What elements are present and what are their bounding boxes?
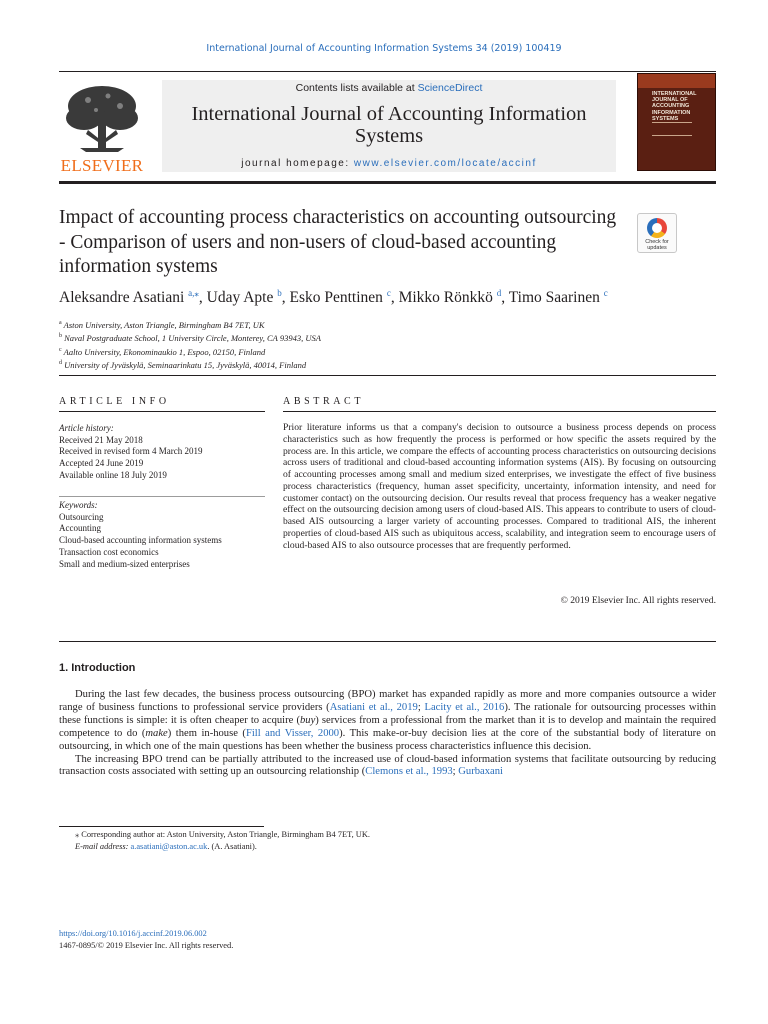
abstract-heading: ABSTRACT bbox=[283, 396, 365, 407]
author-affiliation-mark[interactable]: c bbox=[386, 288, 391, 298]
intro-paragraph-2: The increasing BPO trend can be partially attributed to the increased use of cloud-based information systems that facilitate outsourcing by reducing transaction costs associated with setting up an outsourcing relationship (Clemons et al., 1993; Gurbaxani bbox=[59, 753, 716, 778]
author-affiliation-mark[interactable]: b bbox=[277, 288, 282, 298]
affiliation-item: $^d$ University of Jyväskylä, Seminaarinkatu 15, Jyväskylä, 40014, Finland bbox=[59, 359, 307, 370]
keywords bbox=[59, 500, 265, 570]
intro-paragraph-1: During the last few decades, the business process outsourcing (BPO) market has expanded rapidly as more and more companies outsource a wider range of business functions to professional service providers (Asatiani et al., 2019; Lacity et al., 2016). The rationale for outsourcing processes within these functions is simple: it is often cheaper to acquire (buy) services from a professional from the market than it is to develop and maintain the required competence to do (make) them in-house (Fill and Visser, 2000). This make-or-buy decision lies at the core of the substantial body of literature on outsourcing, in which one of the main questions has been whether the business process characteristics influence this decision. bbox=[59, 689, 717, 752]
introduction-body bbox=[59, 689, 716, 779]
author-name[interactable]: Uday Apte bbox=[206, 289, 274, 307]
author-affiliation-mark[interactable]: a,⁎ bbox=[188, 288, 199, 298]
abstract-rule bbox=[283, 411, 716, 412]
email-note: E-mail address: a.asatiani@aston.ac.uk. (A. Asatiani). bbox=[75, 842, 257, 851]
history-item: Received 21 May 2018 bbox=[59, 434, 143, 445]
author-name[interactable]: Aleksandre Asatiani bbox=[59, 289, 185, 307]
citation-link[interactable]: Gurbaxani bbox=[458, 766, 503, 778]
issn-line: 1467-0895/© 2019 Elsevier Inc. All rights reserved. bbox=[59, 941, 234, 950]
author-affiliation-mark[interactable]: c bbox=[603, 288, 608, 298]
citation-link[interactable]: Asatiani et al., 2019 bbox=[329, 701, 418, 713]
doi-link[interactable]: https://doi.org/10.1016/j.accinf.2019.06.002 bbox=[59, 929, 207, 938]
history-item: Received in revised form 4 March 2019 bbox=[59, 446, 203, 457]
citation-link[interactable]: Clemons et al., 1993 bbox=[365, 766, 453, 778]
affiliation-item: $^a$ Aston University, Aston Triangle, Birmingham B4 7ET, UK bbox=[59, 319, 265, 330]
article-info-heading: ARTICLE INFO bbox=[59, 396, 170, 407]
abstract-bottom-rule bbox=[59, 641, 716, 642]
keyword-item: Small and medium-sized enterprises bbox=[59, 558, 190, 569]
elsevier-wordmark: ELSEVIER bbox=[60, 156, 144, 175]
header-bottom-rule bbox=[59, 181, 716, 184]
email-link[interactable]: a.asatiani@aston.ac.uk bbox=[130, 842, 208, 851]
keywords-rule bbox=[59, 496, 265, 497]
affiliations bbox=[59, 318, 659, 371]
sciencedirect-link[interactable]: ScienceDirect bbox=[417, 82, 483, 94]
citation-link[interactable]: Fill and Visser, 2000 bbox=[245, 727, 340, 739]
article-title: Impact of accounting process characteristics on accounting outsourcing - Comparison of users and non-users of cloud-based accounting information systems bbox=[59, 207, 617, 277]
affiliation-item: $^c$ Aalto University, Ekonominaukio 1, Espoo, 02150, Finland bbox=[59, 346, 266, 357]
journal-homepage-link[interactable]: www.elsevier.com/locate/accinf bbox=[353, 158, 537, 169]
keyword-item: Outsourcing bbox=[59, 511, 104, 522]
citation-link[interactable]: Lacity et al., 2016 bbox=[424, 701, 505, 713]
article-history bbox=[59, 423, 265, 482]
authors-bottom-rule bbox=[59, 375, 716, 376]
history-item: Available online 18 July 2019 bbox=[59, 469, 167, 480]
keyword-item: Cloud-based accounting information systems bbox=[59, 535, 222, 546]
author-list: Aleksandre Asatiani $^{a,⁎}$, Uday Apte $^b$, Esko Penttinen $^c$, Mikko Rönkkö $^d$, Timo Saarinen $^c$ bbox=[59, 288, 608, 307]
header-top-rule bbox=[59, 71, 716, 72]
author-affiliation-mark[interactable]: d bbox=[496, 288, 502, 298]
introduction-heading: 1. Introduction bbox=[59, 662, 136, 674]
info-rule bbox=[59, 411, 265, 412]
keyword-item: Transaction cost economics bbox=[59, 546, 159, 557]
history-item: Accepted 24 June 2019 bbox=[59, 458, 144, 469]
check-updates-label: Check for updates bbox=[645, 239, 669, 251]
contents-line: Contents lists available at ScienceDirect bbox=[295, 82, 483, 94]
corresponding-author-note: ⁎ Corresponding author at: Aston University, Aston Triangle, Birmingham B4 7ET, UK. bbox=[75, 830, 370, 839]
journal-reference[interactable]: International Journal of Accounting Information Systems 34 (2019) 100419 bbox=[206, 43, 562, 54]
keyword-item: Accounting bbox=[59, 523, 101, 534]
footnote-rule bbox=[59, 826, 264, 827]
check-updates-icon bbox=[647, 218, 667, 238]
author-name[interactable]: Timo Saarinen bbox=[508, 289, 600, 307]
keywords-heading: Keywords: bbox=[59, 500, 98, 510]
author-name[interactable]: Esko Penttinen bbox=[289, 289, 383, 307]
history-heading: Article history: bbox=[59, 423, 114, 433]
abstract-text: Prior literature informs us that a company's decision to outsource a business process depends on process characteristics such as how frequently the process is performed or how specific the assets required by the process are. In this article, we compare the effects of accounting process characteristics on outsourcing decisions across users of traditional and cloud-based accounting information systems (AIS). By focusing on outsourcing of accounting processes among small and medium sized enterprises, we investigate the effect of five business process characteristics (frequency, human asset specificity, uncertainty, information intensity, and need for customer contact) on the outsourcing decision. Our results reveal that process frequency has a weaker negative effect on the outsourcing decision among users of cloud-based AIS. This appears to contribute to users of cloud-based AIS outsourcing a larger variety of accounting processes. Compared to traditional AIS, the inherent properties of cloud-based AIS such as ubiquitous access, scalability, and integration seem to encourage users of cloud-based AIS to also outsource processes that are frequently performed. bbox=[283, 422, 716, 551]
check-for-updates-button[interactable] bbox=[637, 213, 677, 253]
doi-block bbox=[59, 928, 233, 952]
journal-homepage: journal homepage: www.elsevier.com/locate/accinf bbox=[241, 158, 537, 169]
cover-title: INTERNATIONAL JOURNAL OF ACCOUNTING INFORMATION SYSTEMS bbox=[652, 91, 697, 122]
author-name[interactable]: Mikko Rönkkö bbox=[398, 289, 493, 307]
affiliation-item: $^b$ Naval Postgraduate School, 1 University Circle, Monterey, CA 93943, USA bbox=[59, 333, 321, 344]
footnote bbox=[59, 829, 716, 853]
journal-title: International Journal of Accounting Information Systems bbox=[191, 103, 587, 147]
journal-cover-thumbnail[interactable] bbox=[637, 73, 716, 171]
abstract-copyright: © 2019 Elsevier Inc. All rights reserved. bbox=[560, 595, 716, 606]
